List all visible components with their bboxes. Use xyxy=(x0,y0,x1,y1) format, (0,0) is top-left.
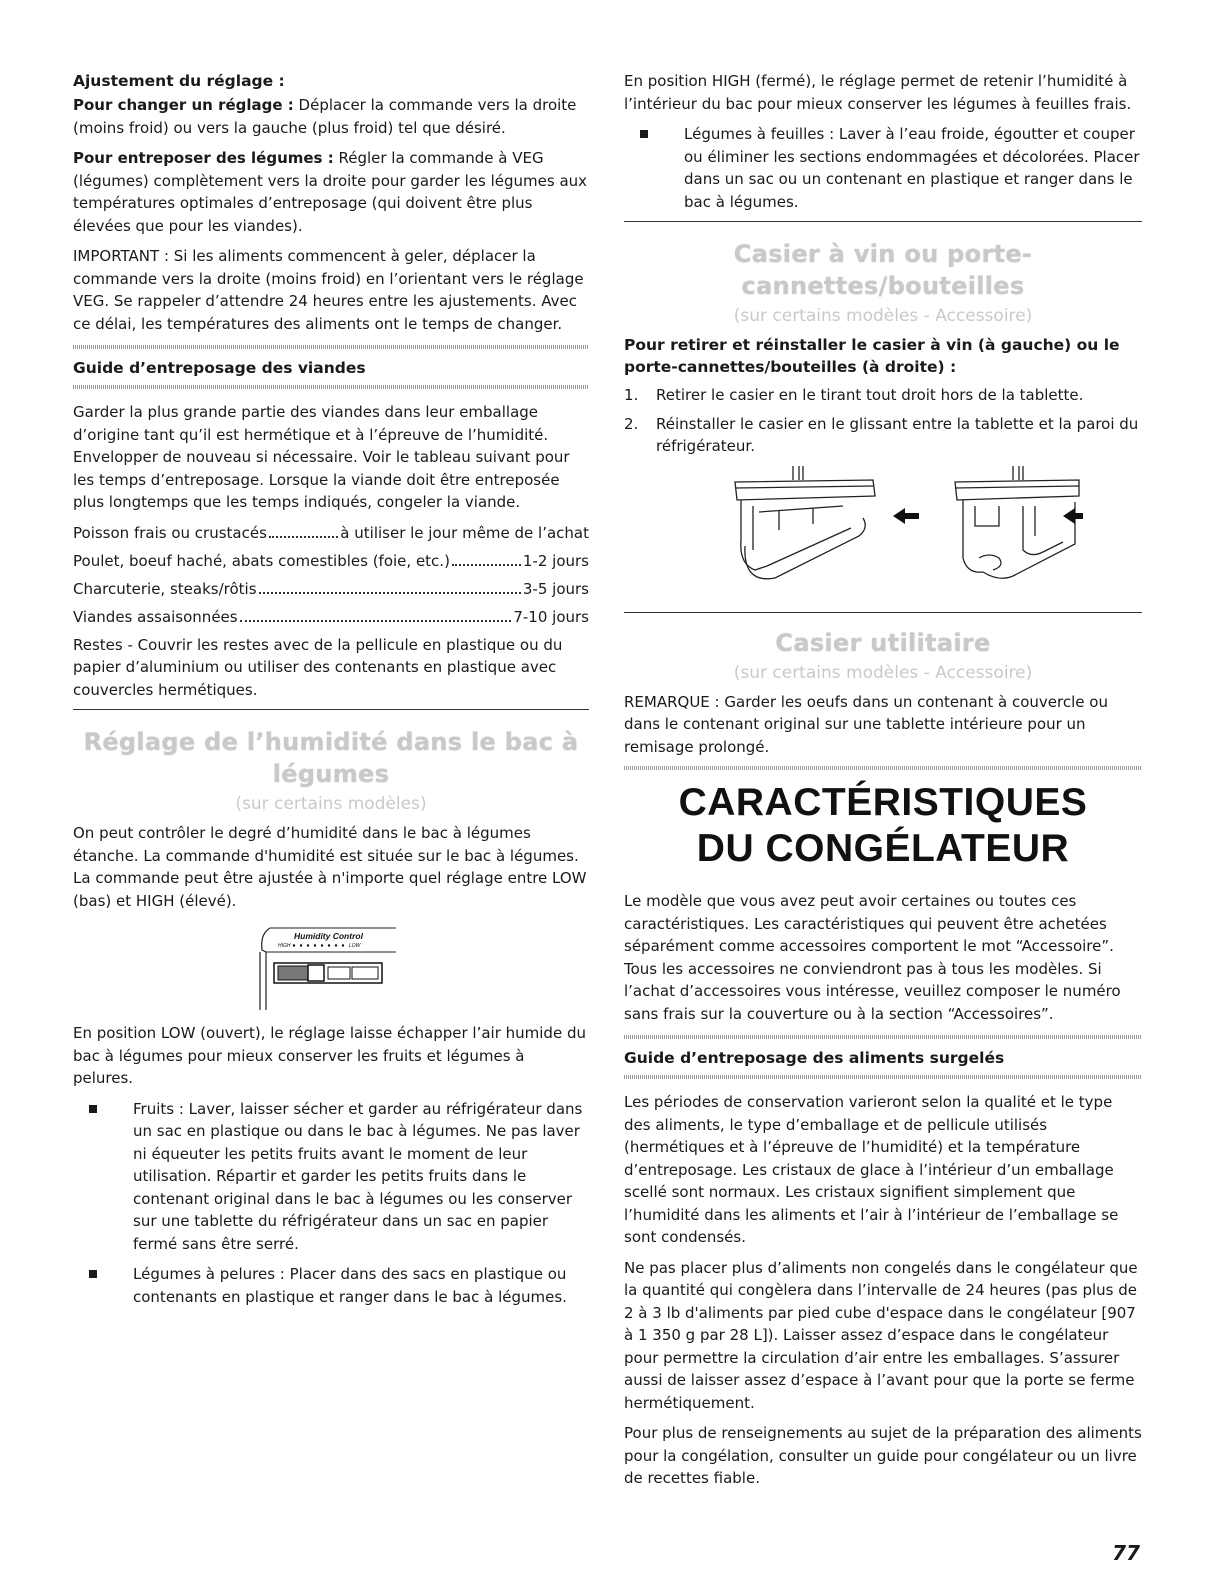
figure-low: LOW xyxy=(349,943,361,949)
wine-rack-subtitle: (sur certains modèles - Accessoire) xyxy=(733,306,1033,326)
freezer-intro: Le modèle que vous avez peut avoir certaines ou toutes ces caractéristiques. Les caractéristiques qui peuvent être achetées séparément comme accessoires comportent le mot “Accessoire”. Tous les accessoires ne conviendront pas à tous les modèles. Si l’achat d’accessoires vous intéresse, veuillez composer le numéro sans frais sur la couverture ou à la section “Accessoires”. xyxy=(624,892,1121,1023)
humidity-section-title-line2: légumes xyxy=(272,760,390,788)
freezer-title-line2: DU CONGÉLATEUR xyxy=(696,827,1070,870)
can-holder-illustration xyxy=(955,466,1079,578)
section-divider xyxy=(73,709,589,710)
figure-high: HIGH xyxy=(278,943,291,949)
meat-time: à utiliser le jour même de l’achat xyxy=(340,523,589,542)
humidity-slider-knob xyxy=(308,965,324,981)
meat-guide-heading: Guide d’entreposage des viandes xyxy=(73,359,366,377)
high-position-bullets xyxy=(624,123,1142,213)
meat-item: Charcuterie, steaks/rôtis xyxy=(73,579,257,598)
dotted-divider xyxy=(624,766,1142,770)
vegetables-text: Régler la commande à VEG (légumes) complètement vers la droite pour garder les légumes aux températures optimales d’entreposage (qui doivent être plus élevées que pour les viandes). xyxy=(73,149,588,235)
meat-row xyxy=(73,550,589,572)
section-divider xyxy=(624,221,1142,222)
leftovers-paragraph: Restes - Couvrir les restes avec de la pellicule en plastique ou du papier d’aluminium ou utiliser des contenants en plastique avec couvercles hermétiques. xyxy=(73,635,563,699)
wine-rack-steps xyxy=(624,384,1142,458)
section-divider xyxy=(624,612,1142,613)
frozen-paragraph-1: Les périodes de conservation varieront selon la qualité et le type des aliments, le type d’emballage et de pellicule utilisés (hermétiques et à l’épreuve de l’humidité) et la température d’entreposage. Les cristaux de glace à l’intérieur d’un emballage scellé sont normaux. Les cristaux signifient simplement que l’humidité dans les aliments et l’air à l’intérieur de l’emballage se sont condensés. xyxy=(624,1093,1119,1246)
change-setting-text: Déplacer la commande vers la droite (moins froid) ou vers la gauche (plus froid) tel que désiré. xyxy=(73,96,577,137)
bullet-leafy-vegetables xyxy=(624,123,1142,213)
important-paragraph: IMPORTANT : Si les aliments commencent à geler, déplacer la commande vers la droite (moins froid) en l’orientant vers le réglage VEG. Se rappeler d’attendre 24 heures entre les ajustements. Avec ce délai, les températures des aliments ont le temps de changer. xyxy=(73,247,584,333)
figure-dots xyxy=(293,944,344,946)
wine-rack-figure xyxy=(683,466,1083,594)
step-text: Retirer le casier en le tirant tout droit hors de la tablette. xyxy=(656,386,1084,404)
freezer-features-title xyxy=(624,780,1142,872)
arrow-icon xyxy=(893,508,919,524)
wine-rack-instructions-heading: Pour retirer et réinstaller le casier à vin (à gauche) ou le porte-cannettes/bouteilles (à droite) : xyxy=(624,336,1120,376)
frozen-guide-heading: Guide d’entreposage des aliments surgelés xyxy=(624,1049,1005,1067)
meat-time: 3-5 jours xyxy=(522,579,589,598)
humidity-section-title: Réglage de l’humidité dans le bac à xyxy=(83,728,579,756)
step-item xyxy=(624,413,1142,458)
frozen-paragraph-2: Ne pas placer plus d’aliments non congelés dans le congélateur que la quantité qui congèlera dans l’intervalle de 24 heures (pas plus de 2 à 3 lb d'aliments par pied cube d'espace dans le congélateur [907 à 1 350 g par 28 L]). Laisser assez d’espace dans le congélateur pour permettre la circulation d’air entre les emballages. S’assurer aussi de laisser assez d’espace à l’avant pour que la porte se ferme hermétiquement. xyxy=(624,1258,1138,1412)
bullet-leafy-text: Légumes à feuilles : Laver à l’eau froide, égoutter et couper ou éliminer les sections endommagées et décolorées. Placer dans un sac ou un contenant en plastique et ranger dans le bac à légumes. xyxy=(684,125,1140,211)
step-text: Réinstaller le casier en le glissant entre la tablette et la paroi du réfrigérateur. xyxy=(656,414,1139,455)
bullet-fruits-text: Fruits : Laver, laisser sécher et garder au réfrigérateur dans un sac en plastique ou dans le bac à légumes. Ne pas laver ni équeuter les petits fruits avant le moment de leur utilisation. Répartir et garder les petits fruits dans le contenant original dans le bac à légumes ou les conserver sur une tablette du réfrigérateur dans un sac en papier fermé sans être serré. xyxy=(133,1099,583,1253)
vegetables-lead: Pour entreposer des légumes : xyxy=(73,149,334,167)
figure-label: Humidity Control xyxy=(294,931,363,941)
wine-rack-title: Casier à vin ou porte-cannettes/bouteilles xyxy=(733,240,1033,300)
step-number: 2. xyxy=(624,414,639,433)
high-position-paragraph: En position HIGH (fermé), le réglage permet de retenir l’humidité à l’intérieur du bac pour mieux conserver les légumes à feuilles frais. xyxy=(624,72,1132,113)
humidity-intro: On peut contrôler le degré d’humidité dans le bac à légumes étanche. La commande d'humidité est située sur le bac à légumes. La commande peut être ajustée à n'importe quel réglage entre LOW (bas) et HIGH (élevé). xyxy=(73,824,587,910)
page-number: 77 xyxy=(1112,1541,1140,1565)
dotted-divider xyxy=(73,385,589,389)
meat-time: 1-2 jours xyxy=(522,551,589,570)
left-column xyxy=(73,70,589,1316)
wine-rack-illustration xyxy=(735,466,875,579)
meat-storage-table xyxy=(73,522,589,628)
low-position-paragraph: En position LOW (ouvert), le réglage laisse échapper l’air humide du bac à légumes pour mieux conserver les fruits et légumes à pelures. xyxy=(73,1024,586,1087)
change-setting-lead: Pour changer un réglage : xyxy=(73,96,294,114)
meat-row xyxy=(73,522,589,544)
bullet-peel-vegetables xyxy=(73,1263,589,1308)
meat-item: Poulet, boeuf haché, abats comestibles (foie, etc.) xyxy=(73,551,450,570)
frozen-paragraph-3: Pour plus de renseignements au sujet de la préparation des aliments pour la congélation, consulter un guide pour congélateur ou un livre de recettes fiable. xyxy=(624,1424,1142,1487)
change-setting-paragraph xyxy=(73,94,589,139)
bullet-fruits xyxy=(73,1098,589,1256)
meat-time: 7-10 jours xyxy=(513,607,589,626)
arrow-icon xyxy=(1063,508,1083,524)
utility-bin-title: Casier utilitaire xyxy=(775,628,991,657)
utility-bin-subtitle: (sur certains modèles - Accessoire) xyxy=(733,662,1033,683)
meat-item: Viandes assaisonnées xyxy=(73,607,238,626)
bullet-peel-vegetables-text: Légumes à pelures : Placer dans des sacs en plastique ou contenants en plastique et ranger dans le bac à légumes. xyxy=(133,1265,567,1306)
humidity-control-figure xyxy=(256,920,406,1012)
humidity-section-subtitle: (sur certains modèles) xyxy=(235,794,427,814)
step-number: 1. xyxy=(624,386,639,404)
right-column xyxy=(624,70,1142,1498)
meat-item: Poisson frais ou crustacés xyxy=(73,523,267,542)
step-item xyxy=(624,384,1142,407)
freezer-title-line1: CARACTÉRISTIQUES xyxy=(678,781,1088,824)
meat-row xyxy=(73,578,589,600)
meat-intro: Garder la plus grande partie des viandes dans leur emballage d’origine tant qu’il est hermétique et à l’épreuve de l’humidité. Envelopper de nouveau si nécessaire. Voir le tableau suivant pour les temps d’entreposage. Lorsque la viande doit être entreposée plus longtemps que les temps indiqués, congeler la viande. xyxy=(73,403,570,511)
meat-row xyxy=(73,606,589,628)
low-position-bullets xyxy=(73,1098,589,1309)
remark-paragraph: REMARQUE : Garder les oeufs dans un contenant à couvercle ou dans le contenant original sur une tablette intérieure pour un remisage prolongé. xyxy=(624,692,1108,756)
vegetables-paragraph xyxy=(73,147,589,237)
adjust-heading: Ajustement du réglage : xyxy=(73,72,285,90)
dotted-divider xyxy=(624,1075,1142,1079)
